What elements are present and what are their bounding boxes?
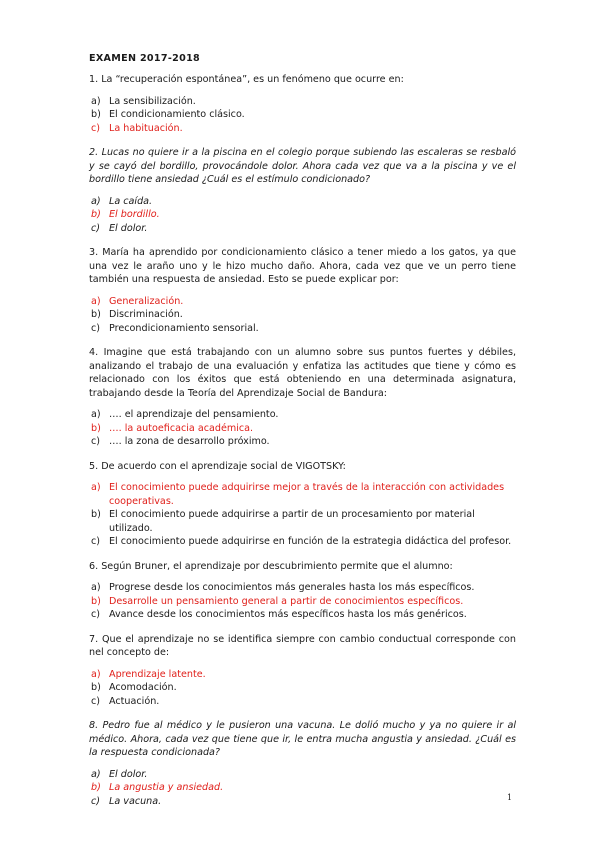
option-letter: a) <box>91 195 101 207</box>
option-text: El conocimiento puede adquirirse mejor a través de la interacción con actividades cooperativas. <box>109 482 505 507</box>
option-item <box>89 322 516 336</box>
exam-title: EXAMEN 2017-2018 <box>89 53 201 64</box>
page-number: 1 <box>507 793 513 802</box>
question-8-options <box>89 768 516 809</box>
question-5-options <box>89 481 516 549</box>
option-item <box>89 795 516 809</box>
option-letter: c) <box>91 436 101 447</box>
option-letter: b) <box>91 595 101 607</box>
correct-option <box>89 208 516 222</box>
option-letter: b) <box>91 509 101 520</box>
question-2: 2. Lucas no quiere ir a la piscina en el colegio porque subiendo las escaleras se resbaló y se cayó del bordillo, provocándole dolor. Ahora cada vez que va a la piscina y ve el bordillo tiene ansiedad ¿Cuál es el estímulo condicionado? <box>89 147 516 185</box>
option-item <box>89 535 516 549</box>
option-text: …. el aprendizaje del pensamiento. <box>109 409 279 420</box>
option-item <box>89 308 516 322</box>
option-text: La sensibilización. <box>109 95 196 107</box>
option-text: Actuación. <box>109 695 160 707</box>
option-item <box>89 195 516 209</box>
question-4: 4. Imagine que está trabajando con un alumno sobre sus puntos fuertes y débiles, analizando el trabajo de una evaluación y enfatiza las actitudes que tiene y cómo es relacionado con los éxitos que está obteniendo en una determinada asignatura, trabajando desde la Teoría del Aprendizaje Social de Bandura: <box>89 347 516 399</box>
option-item <box>89 408 516 422</box>
option-letter: c) <box>91 322 101 334</box>
option-letter: a) <box>91 482 101 493</box>
option-letter: a) <box>91 668 101 680</box>
question-3: 3. María ha aprendido por condicionamiento clásico a tener miedo a los gatos, ya que una vez le araño uno y le hizo mucho daño. Ahora, cada vez que ve un perro tiene también una respuesta de ansiedad. Esto se puede explicar por: <box>89 247 516 285</box>
option-text: Precondicionamiento sensorial. <box>109 322 259 334</box>
option-letter: a) <box>91 582 101 593</box>
option-item <box>89 435 516 449</box>
option-letter: c) <box>91 609 101 620</box>
correct-option <box>89 481 516 508</box>
correct-option <box>89 595 516 609</box>
correct-option <box>89 295 516 309</box>
question-6: 6. Según Bruner, el aprendizaje por descubrimiento permite que el alumno: <box>89 560 453 572</box>
correct-option <box>89 781 516 795</box>
question-4-options <box>89 408 516 449</box>
option-item <box>89 608 516 622</box>
option-letter: a) <box>91 768 101 780</box>
option-letter: b) <box>91 682 101 693</box>
option-item <box>89 768 516 782</box>
option-item <box>89 108 516 122</box>
option-letter: c) <box>91 122 101 134</box>
option-letter: c) <box>91 536 101 547</box>
question-6-options <box>89 581 516 622</box>
question-7: 7. Que el aprendizaje no se identifica siempre con cambio conductual corresponde con nel concepto de: <box>89 633 516 658</box>
question-5: 5. De acuerdo con el aprendizaje social de VIGOTSKY: <box>89 460 346 472</box>
option-text: Discriminación. <box>109 309 183 320</box>
option-text: Progrese desde los conocimientos más generales hasta los más específicos. <box>109 582 475 593</box>
question-8: 8. Pedro fue al médico y le pusieron una vacuna. Le dolió mucho y ya no quiere ir al médico. Ahora, cada vez que tiene que ir, le entra mucha angustia y ansiedad. ¿Cuál es la respuesta condicionada? <box>89 720 516 758</box>
option-text: …. la autoeficacia académica. <box>109 422 254 434</box>
correct-option <box>89 122 516 136</box>
option-letter: c) <box>91 795 101 807</box>
option-text: El conocimiento puede adquirirse en función de la estrategia didáctica del profesor. <box>109 536 512 547</box>
option-item <box>89 508 516 535</box>
option-text: Acomodación. <box>109 682 177 693</box>
option-text: Desarrolle un pensamiento general a partir de conocimientos específicos. <box>109 595 464 607</box>
option-letter: a) <box>91 409 101 420</box>
option-item <box>89 222 516 236</box>
question-1-options <box>89 95 516 136</box>
question-2-options <box>89 195 516 236</box>
option-letter: c) <box>91 222 101 234</box>
option-letter: b) <box>91 109 101 120</box>
option-item <box>89 95 516 109</box>
option-text: La caída. <box>109 195 153 207</box>
correct-option <box>89 422 516 436</box>
option-item <box>89 681 516 695</box>
exam-content <box>89 53 516 819</box>
option-text: Aprendizaje latente. <box>109 668 206 680</box>
option-letter: b) <box>91 782 101 793</box>
option-letter: b) <box>91 309 101 320</box>
option-text: La habituación. <box>109 122 183 134</box>
question-1: 1. La “recuperación espontánea”, es un fenómeno que ocurre en: <box>89 74 404 85</box>
option-letter: a) <box>91 295 101 307</box>
option-text: Generalización. <box>109 295 184 307</box>
option-letter: a) <box>91 95 101 107</box>
correct-option <box>89 668 516 682</box>
option-text: …. la zona de desarrollo próximo. <box>109 436 270 447</box>
option-letter: b) <box>91 422 101 434</box>
option-text: El dolor. <box>109 222 148 234</box>
question-3-options <box>89 295 516 336</box>
option-letter: c) <box>91 695 101 707</box>
option-text: El bordillo. <box>109 209 160 220</box>
option-letter: b) <box>91 209 101 220</box>
option-text: El conocimiento puede adquirirse a partir de un procesamiento por material utilizado. <box>109 509 475 534</box>
option-text: El condicionamiento clásico. <box>109 109 245 120</box>
option-text: La angustia y ansiedad. <box>109 782 224 793</box>
question-7-options <box>89 668 516 709</box>
option-text: Avance desde los conocimientos más específicos hasta los más genéricos. <box>109 609 467 620</box>
option-text: La vacuna. <box>109 795 162 807</box>
option-item <box>89 695 516 709</box>
option-text: El dolor. <box>109 768 148 780</box>
option-item <box>89 581 516 595</box>
